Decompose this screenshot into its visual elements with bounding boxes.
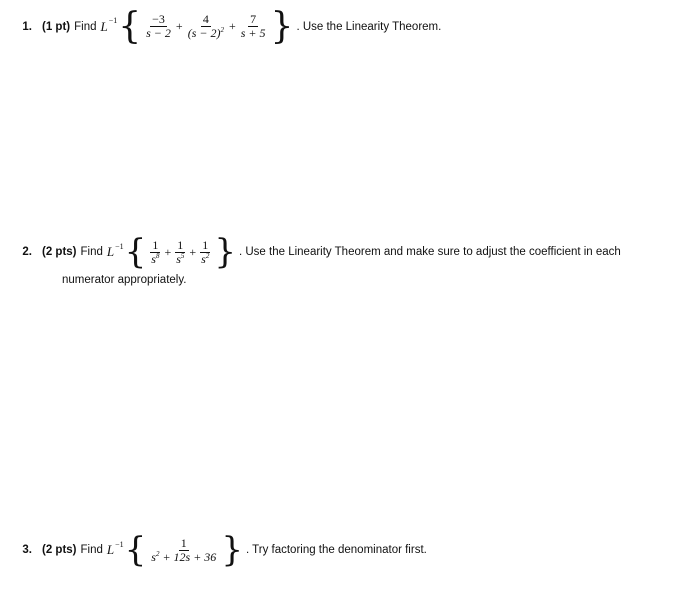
denominator-rest: + 12s + 36 <box>159 549 217 564</box>
plus-sign: + <box>228 19 236 33</box>
numerator: 1 <box>177 237 184 252</box>
operator-exponent: −1 <box>115 241 124 251</box>
right-brace-icon: } <box>221 530 243 570</box>
operator-exponent: −1 <box>108 16 118 25</box>
denominator-base: (s − 2) <box>187 26 221 40</box>
fraction-term-3 <box>239 13 268 39</box>
fraction-term-1 <box>144 13 173 39</box>
laplace-operator: L <box>100 18 108 34</box>
inverse-laplace-expression <box>100 6 294 47</box>
problem-instruction: . Use the Linearity Theorem. <box>296 20 442 33</box>
denominator-exponent: 2 <box>155 549 160 558</box>
laplace-operator: L <box>106 542 115 557</box>
laplace-operator: L <box>106 244 115 259</box>
denominator-exponent: 2 <box>205 251 210 260</box>
fraction-term-3 <box>199 239 211 265</box>
inverse-laplace-expression <box>107 232 237 272</box>
denominator-base: s <box>176 251 181 266</box>
plus-sign: + <box>189 244 197 259</box>
denominator-exponent: 5 <box>180 251 185 260</box>
denominator-base: s <box>151 251 156 266</box>
problem-instruction: . Use the Linearity Theorem and make sure to adjust the coefficient in each <box>238 246 621 258</box>
operator-exponent: −1 <box>115 539 124 549</box>
numerator: 1 <box>152 237 159 252</box>
denominator <box>174 253 186 266</box>
plus-sign: + <box>164 244 172 259</box>
fraction-term-1 <box>149 537 218 563</box>
denominator-exponent: 2 <box>220 26 224 34</box>
points-label: (2 pts) <box>42 246 77 258</box>
left-brace-icon: { <box>124 530 147 570</box>
problem-number: 1. <box>22 20 32 33</box>
right-brace-icon: } <box>270 6 294 47</box>
denominator <box>149 551 218 564</box>
plus-sign: + <box>175 19 183 33</box>
points-label: (2 pts) <box>42 544 77 556</box>
denominator-exponent: 8 <box>155 251 160 260</box>
fraction-term-2 <box>174 239 186 265</box>
inverse-laplace-expression <box>107 530 244 570</box>
numerator: 4 <box>202 12 209 27</box>
fraction-term-2 <box>186 13 226 39</box>
numerator: 1 <box>180 535 187 550</box>
denominator-variable: s <box>151 549 156 564</box>
left-brace-icon: { <box>124 232 147 272</box>
denominator-base: s <box>201 251 206 266</box>
find-label: Find <box>80 246 103 258</box>
denominator: s − 2 <box>146 26 171 40</box>
denominator <box>186 27 226 40</box>
numerator: 7 <box>250 12 257 27</box>
denominator: s + 5 <box>240 26 266 40</box>
problem-1 <box>0 6 700 47</box>
problem-number: 2. <box>22 246 32 258</box>
fraction-term-1 <box>149 239 161 265</box>
denominator <box>149 253 161 266</box>
problem-instruction-continuation: numerator appropriately. <box>62 274 187 286</box>
denominator <box>199 253 211 266</box>
left-brace-icon: { <box>118 6 142 47</box>
points-label: (1 pt) <box>42 20 71 33</box>
problem-3 <box>0 530 700 570</box>
numerator: 1 <box>202 237 209 252</box>
numerator: −3 <box>152 12 165 27</box>
problem-2 <box>0 232 700 286</box>
find-label: Find <box>80 544 103 556</box>
problem-number: 3. <box>22 544 32 556</box>
find-label: Find <box>74 20 97 33</box>
right-brace-icon: } <box>214 232 236 272</box>
problem-instruction: . Try factoring the denominator first. <box>245 544 427 556</box>
